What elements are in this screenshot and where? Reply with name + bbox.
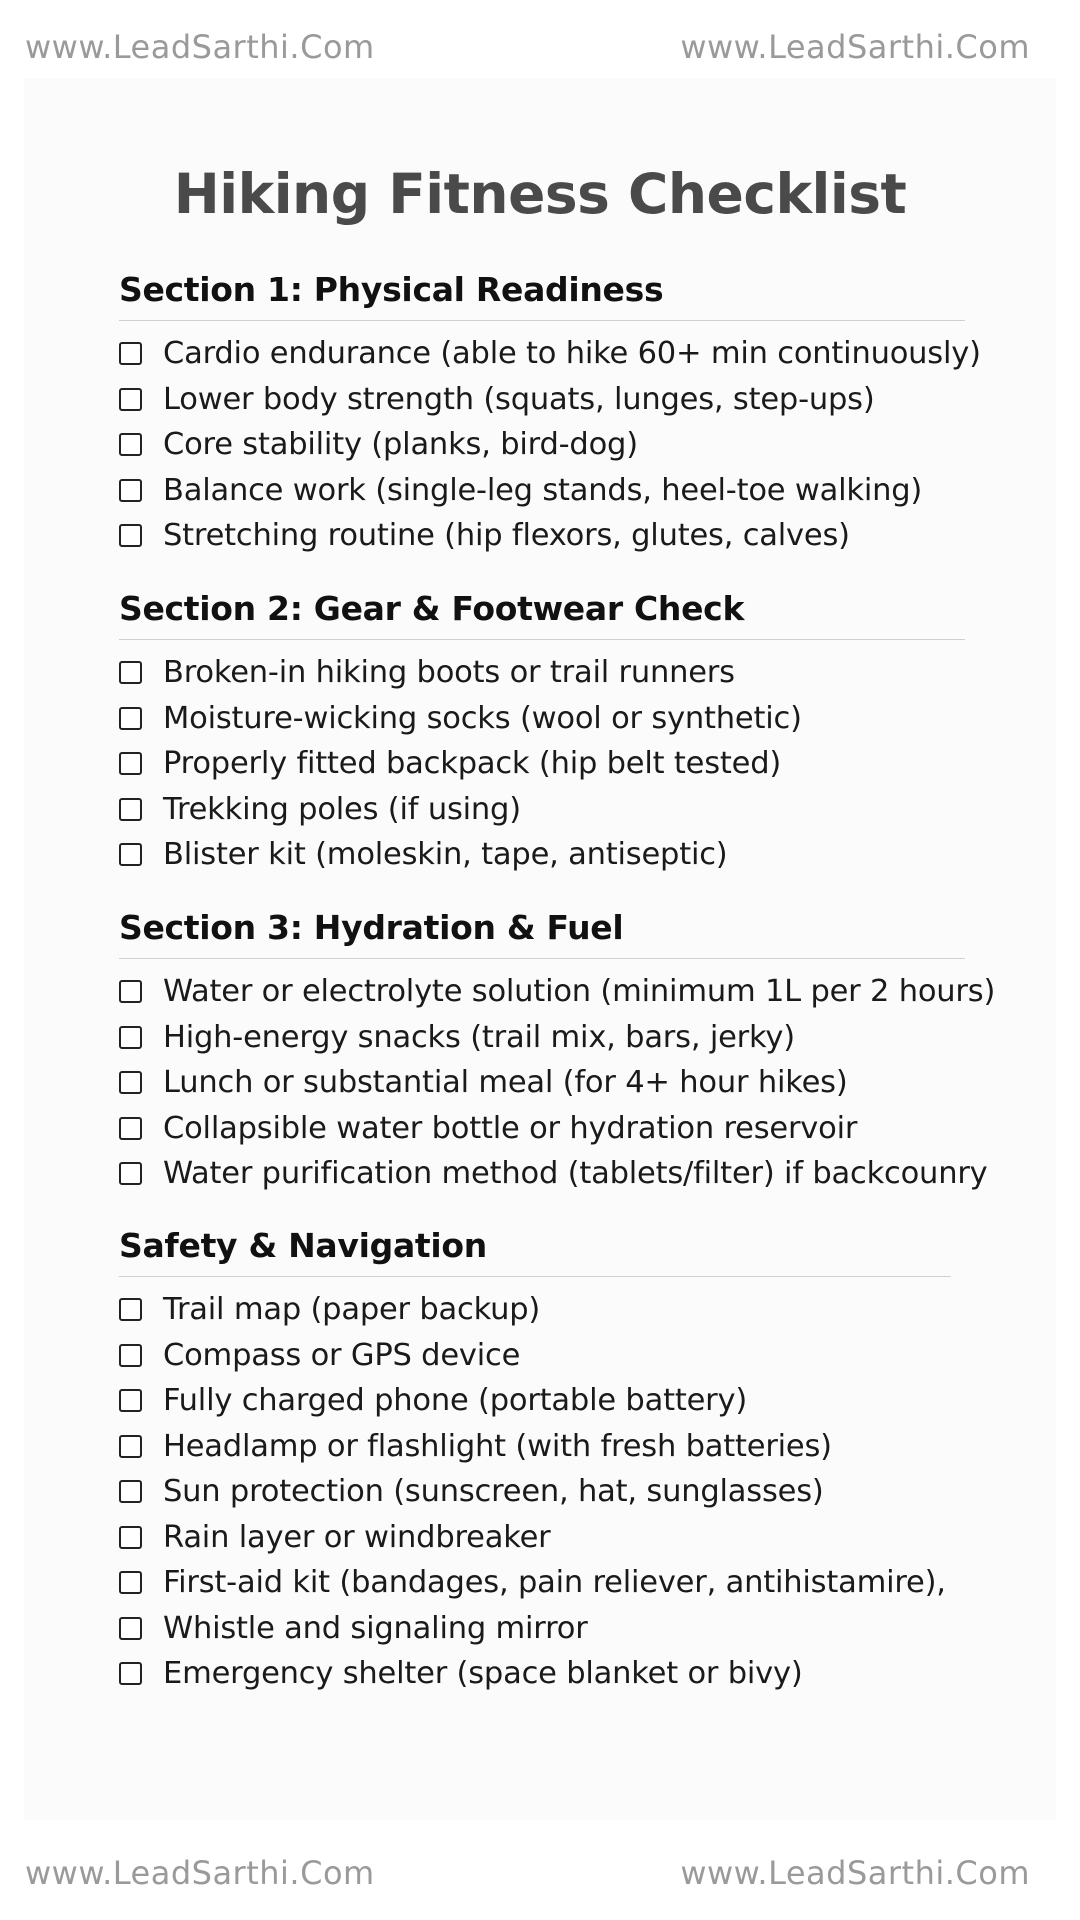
- checklist-item-label: Lunch or substantial meal (for 4+ hour hikes): [163, 1065, 848, 1101]
- section-hydration-fuel: [119, 906, 996, 1197]
- checklist-item[interactable]: [119, 650, 965, 696]
- checklist-item-label: Trail map (paper backup): [163, 1292, 541, 1328]
- watermark-bottom-left: www.LeadSarthi.Com: [25, 1854, 375, 1892]
- section-heading: Safety & Navigation: [119, 1226, 487, 1265]
- section-divider: [119, 958, 965, 959]
- empty-checkbox-icon[interactable]: [119, 1435, 142, 1458]
- checklist: [119, 1287, 951, 1697]
- checklist-item-label: Water or electrolyte solution (minimum 1L per 2 hours): [163, 974, 996, 1010]
- checklist: [119, 969, 996, 1197]
- checklist-item[interactable]: [119, 696, 965, 742]
- checklist-item[interactable]: [119, 1333, 951, 1379]
- checklist-item-label: Collapsible water bottle or hydration reservoir: [163, 1110, 858, 1146]
- section-safety-navigation: [119, 1224, 951, 1697]
- checklist-item[interactable]: [119, 969, 996, 1015]
- checklist-item[interactable]: [119, 422, 965, 468]
- checklist-item[interactable]: [119, 1106, 965, 1152]
- empty-checkbox-icon[interactable]: [119, 1480, 142, 1503]
- checklist-item-label: Balance work (single-leg stands, heel-toe walking): [163, 472, 923, 508]
- checklist-item[interactable]: [119, 377, 965, 423]
- checklist-item-label: Trekking poles (if using): [163, 791, 521, 827]
- empty-checkbox-icon[interactable]: [119, 1389, 142, 1412]
- empty-checkbox-icon[interactable]: [119, 1617, 142, 1640]
- checklist-item[interactable]: [119, 513, 965, 559]
- empty-checkbox-icon[interactable]: [119, 1571, 142, 1594]
- checklist-item[interactable]: [119, 1515, 951, 1561]
- checklist-item-label: Properly fitted backpack (hip belt tested): [163, 746, 782, 782]
- section-divider: [119, 639, 965, 640]
- checklist-item-label: Whistle and signaling mirror: [163, 1610, 588, 1646]
- checklist-item[interactable]: [119, 331, 981, 377]
- section-divider: [119, 320, 965, 321]
- checklist-item[interactable]: [119, 1560, 951, 1606]
- section-heading: Section 1: Physical Readiness: [119, 270, 664, 309]
- section-heading: Section 2: Gear & Footwear Check: [119, 589, 745, 628]
- checklist-item[interactable]: [119, 1424, 951, 1470]
- checklist-item-label: Core stability (planks, bird-dog): [163, 427, 638, 463]
- empty-checkbox-icon[interactable]: [119, 843, 142, 866]
- checklist-item-label: Emergency shelter (space blanket or bivy): [163, 1656, 803, 1692]
- watermark-top-right: www.LeadSarthi.Com: [680, 28, 1030, 66]
- checklist-item[interactable]: [119, 1651, 951, 1697]
- empty-checkbox-icon[interactable]: [119, 1117, 142, 1140]
- empty-checkbox-icon[interactable]: [119, 798, 142, 821]
- checklist-item[interactable]: [119, 1060, 965, 1106]
- checklist: [119, 650, 965, 878]
- checklist-item[interactable]: [119, 1469, 951, 1515]
- checklist-item-label: Cardio endurance (able to hike 60+ min continuously): [163, 336, 981, 372]
- checklist-item[interactable]: [119, 1015, 965, 1061]
- checklist-item-label: Blister kit (moleskin, tape, antiseptic): [163, 837, 728, 873]
- empty-checkbox-icon[interactable]: [119, 342, 142, 365]
- checklist-item[interactable]: [119, 1287, 951, 1333]
- empty-checkbox-icon[interactable]: [119, 752, 142, 775]
- empty-checkbox-icon[interactable]: [119, 1662, 142, 1685]
- watermark-bottom-right: www.LeadSarthi.Com: [680, 1854, 1030, 1892]
- empty-checkbox-icon[interactable]: [119, 433, 142, 456]
- section-physical-readiness: [119, 268, 981, 559]
- section-heading: Section 3: Hydration & Fuel: [119, 908, 624, 947]
- checklist-item[interactable]: [119, 1606, 951, 1652]
- empty-checkbox-icon[interactable]: [119, 1298, 142, 1321]
- section-divider: [119, 1276, 951, 1277]
- checklist-item-label: Moisture-wicking socks (wool or synthetic): [163, 700, 802, 736]
- checklist-item-label: Compass or GPS device: [163, 1337, 521, 1373]
- section-gear-footwear: [119, 587, 965, 878]
- empty-checkbox-icon[interactable]: [119, 388, 142, 411]
- checklist-item[interactable]: [119, 1378, 951, 1424]
- empty-checkbox-icon[interactable]: [119, 1162, 142, 1185]
- checklist-item[interactable]: [119, 832, 965, 878]
- checklist-item[interactable]: [119, 741, 965, 787]
- empty-checkbox-icon[interactable]: [119, 479, 142, 502]
- checklist-item[interactable]: [119, 468, 965, 514]
- checklist: [119, 331, 981, 559]
- empty-checkbox-icon[interactable]: [119, 524, 142, 547]
- empty-checkbox-icon[interactable]: [119, 1071, 142, 1094]
- empty-checkbox-icon[interactable]: [119, 707, 142, 730]
- checklist-item[interactable]: [119, 1151, 988, 1197]
- checklist-item[interactable]: [119, 787, 965, 833]
- page-title: Hiking Fitness Checklist: [173, 162, 907, 226]
- checklist-item-label: Headlamp or flashlight (with fresh batteries): [163, 1428, 832, 1464]
- checklist-item-label: First-aid kit (bandages, pain reliever, antihistamire),: [163, 1565, 946, 1601]
- empty-checkbox-icon[interactable]: [119, 661, 142, 684]
- empty-checkbox-icon[interactable]: [119, 1526, 142, 1549]
- checklist-item-label: Rain layer or windbreaker: [163, 1519, 551, 1555]
- checklist-item-label: Water purification method (tablets/filter) if backcounry: [163, 1156, 988, 1192]
- checklist-item-label: Stretching routine (hip flexors, glutes, calves): [163, 518, 850, 554]
- checklist-item-label: Broken-in hiking boots or trail runners: [163, 655, 735, 691]
- empty-checkbox-icon[interactable]: [119, 1344, 142, 1367]
- checklist-item-label: Sun protection (sunscreen, hat, sunglasses): [163, 1474, 824, 1510]
- checklist-item-label: Fully charged phone (portable battery): [163, 1383, 748, 1419]
- checklist-item-label: Lower body strength (squats, lunges, step-ups): [163, 381, 875, 417]
- watermark-top-left: www.LeadSarthi.Com: [25, 28, 375, 66]
- checklist-item-label: High-energy snacks (trail mix, bars, jerky): [163, 1019, 795, 1055]
- empty-checkbox-icon[interactable]: [119, 1026, 142, 1049]
- empty-checkbox-icon[interactable]: [119, 980, 142, 1003]
